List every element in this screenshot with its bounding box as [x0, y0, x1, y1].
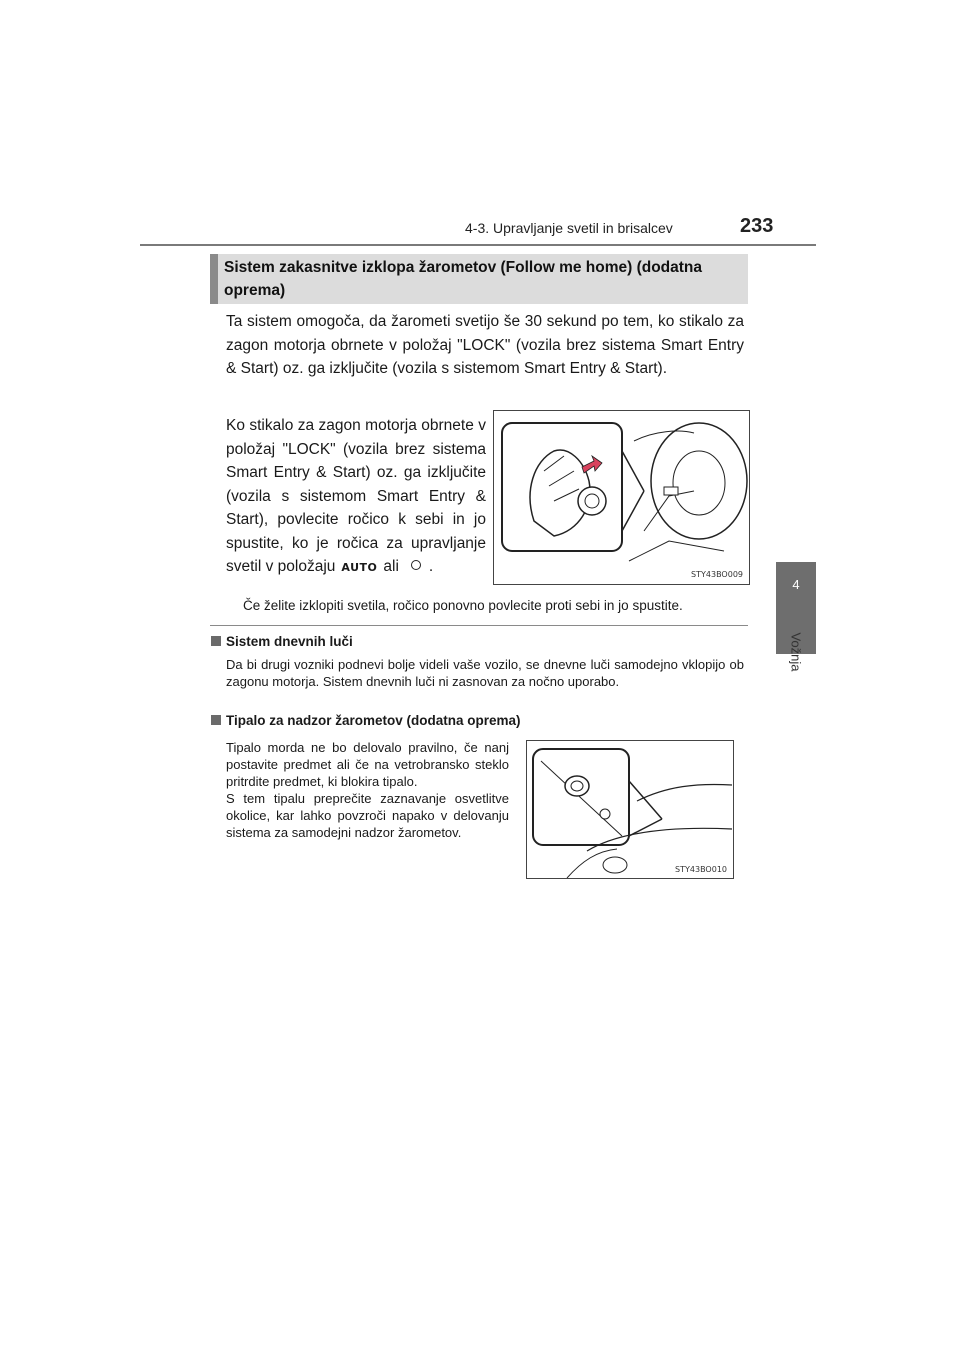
section-intro-paragraph: Ta sistem omogoča, da žarometi svetijo še 30 sekund po tem, ko stikalo za zagon motorja obrnete v položaj "LOCK" (vozila brez sistema Smart Entry & Start) oz. ga izključite (vozila s sistemom Smart Entry & Start). — [226, 313, 744, 377]
ali-text: ali — [383, 558, 399, 575]
subheading-daytime-lights — [211, 633, 741, 651]
square-bullet-icon — [211, 636, 221, 646]
figure1-code: STY43BO009 — [691, 570, 743, 579]
sensor-illustration — [526, 740, 734, 879]
chapter-label-text: Vožnja — [788, 632, 804, 672]
chapter-label — [772, 622, 820, 682]
light-sensor-text-2: S tem tipalu preprečite zaznavanje osvetlitve okolice, kar lahko povzroči napako v delovanju sistema za samodejni nadzor žarometov. — [226, 791, 509, 840]
light-sensor-paragraph — [226, 739, 509, 841]
section-title: Sistem zakasnitve izklopa žarometov (Follow me home) (dodatna oprema) — [224, 259, 703, 299]
section-divider — [210, 625, 748, 626]
subheading-daytime-lights-text: Sistem dnevnih luči — [226, 634, 353, 649]
light-sensor-text-1: Tipalo morda ne bo delovalo pravilno, če nanj postavite predmet ali če na vetrobransko steklo pritrdite predmet, ki blokira tipalo. — [226, 740, 509, 789]
chapter-number: 4 — [792, 577, 800, 592]
figure2-code: STY43BO010 — [675, 865, 727, 874]
subheading-light-sensor-text: Tipalo za nadzor žarometov (dodatna oprema) — [226, 713, 521, 728]
lever-illustration-drawing — [494, 411, 749, 584]
auto-position-label: AUTO — [341, 561, 378, 574]
page-number: 233 — [740, 215, 774, 237]
instruction-paragraph — [226, 414, 486, 580]
subheading-light-sensor — [211, 712, 741, 730]
daytime-lights-paragraph: Da bi drugi vozniki podnevi bolje videli vaše vozilo, se dnevne luči samodejno vklopijo ob zagonu motorja. Sistem dnevnih luči ni zasnovan za nočno uporabo. — [226, 657, 744, 689]
instruction-text: Ko stikalo za zagon motorja obrnete v položaj "LOCK" (vozila brez sistema Smart Entry & Start) oz. ga izključite (vozila s sistemom Smart Entry & Start), povlecite ročico k sebi in jo spustite, ko je ročica za upravljanje svetil v položaju — [226, 417, 486, 575]
headlight-symbol-icon — [411, 560, 421, 570]
section-heading-bar — [210, 254, 218, 304]
header-rule — [140, 244, 816, 246]
instruction-period: . — [428, 558, 434, 575]
square-bullet-icon — [211, 715, 221, 725]
lever-illustration — [493, 410, 750, 585]
section-heading-box — [210, 254, 748, 304]
turn-off-note: Če želite izklopiti svetila, ročico ponovno povlecite proti sebi in jo spustite. — [243, 598, 683, 613]
sensor-illustration-drawing — [527, 741, 733, 878]
header-title: 4-3. Upravljanje svetil in brisalcev — [465, 220, 673, 236]
